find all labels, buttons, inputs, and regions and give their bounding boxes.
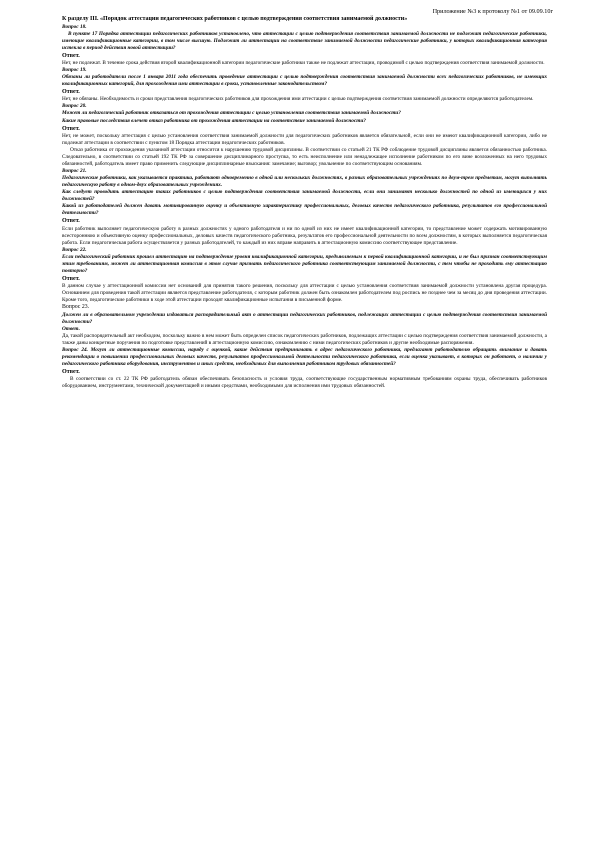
answer-label: Ответ. xyxy=(62,125,80,132)
question-label: Вопрос 24. xyxy=(62,347,88,354)
answer-text: Нет, не может, поскольку аттестация с целью установления соответствия занимаемой должности для педагогических работников является обязательной, если они не имеют квалификационной категории, либо не подлежат аттестации в соответствии с пунктом 18 Порядка аттестации педагогических работников. xyxy=(62,132,547,146)
qa-block xyxy=(62,24,547,67)
answer-text: Нет, не подлежат. В течение срока действия второй квалификационной категории педагогические работники также не подлежат аттестации, проводимой с целью подтверждения соответствия занимаемой должности. xyxy=(62,59,545,66)
question-label: Вопрос 19. xyxy=(62,67,87,74)
answer-text: Нет, не обязаны. Необходимость и сроки представления педагогических работников для прохождения ими аттестации с целью подтверждения соответствия занимаемой должности определяются работодателем. xyxy=(62,96,534,103)
question-label: Вопрос 18. xyxy=(62,23,87,30)
answer-label: Ответ. xyxy=(62,218,80,225)
question-text: Обязаны ли работодатели после 1 января 2011 года обеспечить проведение аттестации с целью подтверждения соответствия занимаемой должности всех педагогических работников, не имеющих квалификационных категорий, для прохождения ими аттестации в сроки, установленные законодательством? xyxy=(62,74,547,88)
question-text: Как следует проводить аттестацию таких работников с целью подтверждения соответствия занимаемой должности, если они занимают несколько должностей по одной из имеющихся у них должностей? xyxy=(62,189,547,203)
question-label: Вопрос 22. xyxy=(62,246,87,253)
protocol-reference: Приложение №3 к протоколу №1 от 09.09.10г xyxy=(432,8,553,15)
qa-block xyxy=(62,347,547,390)
question-text: Если педагогический работник прошел аттестацию на подтверждение уровня квалификационной категории, предъявляемым к первой квалификационной категории, и не был признан соответствующим этим требованиям, может ли аттестационная комиссия в этом случае признать педагогического работника соответствующим занимаемой должности, с тем чтобы не проходить ему аттестацию повторно? xyxy=(62,253,547,274)
qa-block xyxy=(62,247,547,305)
question-text xyxy=(62,347,547,368)
answer-text: Отказ работника от прохождения указанной аттестации относится к нарушению трудовой дисциплины. В соответствии со статьей 21 ТК РФ соблюдение трудовой дисциплины является обязанностью работника. Следовательно, в соответствии со статьей 192 ТК РФ за совершение дисциплинарного проступка, то есть неисполнение или ненадлежащее исполнение работником по его вине возложенных на него трудовых обязанностей, работодатель имеет право применить следующие дисциплинарные взыскания: замечание; выговор; увольнение по соответствующим основаниям. xyxy=(62,146,547,167)
answer-label: Ответ. xyxy=(62,325,80,332)
answer-text: В данном случае у аттестационной комиссии нет оснований для принятия такого решения, поскольку для аттестации с целью установления соответствия занимаемой должности установлена другая процедура. Основанием для проведения такой аттестации является представление работодателя, с которым работник должен быть ознакомлен работодателем под роспись не позднее чем за месяц до дня проведения аттестации. Кроме того, педагогические работники в ходе этой аттестации проходят квалификационные испытания в письменной форме. xyxy=(62,283,547,304)
qa-block xyxy=(62,304,547,347)
answer-label: Ответ. xyxy=(62,52,80,59)
answer-label: Ответ. xyxy=(62,89,80,96)
question-label: Вопрос 21. xyxy=(62,168,87,174)
question-body: Могут ли аттестационные комиссии, наряду с оценкой, какие действия предпринимать в адрес педагогического работника, предлагают работодателю обращать внимание и давать рекомендации о повышении профессиональных деловых качеств, результатов профессиональной деятельности педагогического работника, если оценка указывает, в которых он работает, о наличии у педагогического работника оборудования, инструментов и иных средств, необходимых для выполнения работником трудовых обязанностей? xyxy=(62,347,547,368)
question-text: В пункте 17 Порядка аттестации педагогических работников установлено, что аттестации с целью подтверждения соответствия занимаемой должности не подлежат педагогические работники, имеющие квалификационные категории, в том числе высшую. Подлежат ли аттестации на соответствие занимаемой должности педагогические работники, у которых квалификационная категория истекла в период действия новой аттестации? xyxy=(62,30,547,51)
question-label: Вопрос 23. xyxy=(62,304,90,311)
answer-text: В соответствии со ст. 22 ТК РФ работодатель обязан обеспечивать безопасность и условия труда, соответствующие государственным нормативным требованиям охраны труда, обеспечивать работников оборудованием, инструментами, технической документацией и иными средствами, необходимыми для исполнения ими трудовых обязанностей. xyxy=(62,376,547,390)
question-text: Может ли педагогический работник отказаться от прохождения аттестации с целью установления соответствия занимаемой должности? xyxy=(62,110,401,117)
question-text: Какие правовые последствия влечет отказ работника от прохождения аттестации на соответствие занимаемой должности? xyxy=(62,117,366,124)
qa-block xyxy=(62,67,547,103)
question-text: Какой из работодателей должен давать мотивированную оценку и объективную характеристику профессиональных, деловых качеств педагогического работника, результатов его профессиональной деятельности? xyxy=(62,203,547,217)
qa-block xyxy=(62,168,547,247)
section-title: К разделу III. «Порядок аттестации педагогических работников с целью подтверждения соответствия занимаемой должности» xyxy=(62,16,408,22)
answer-text: Да, такой распорядительный акт необходим, поскольку важно в нем может быть определен список педагогических работников, подлежащих аттестации с целью подтверждения соответствия занимаемой должности, а также даны конкретные поручения по подготовке представлений в аттестационную комиссию, ознакомлению с ними педагогических работников и другие необходимые распоряжения. xyxy=(62,332,547,346)
question-text: Должен ли в образовательном учреждении издаваться распорядительный акт о аттестации педагогических работников, подлежащих аттестации с целью подтверждения соответствия занимаемой должности? xyxy=(62,311,547,325)
answer-label: Ответ. xyxy=(62,369,80,376)
answer-text: Если работник выполняет педагогическую работу в разных должностях у одного работодателя и ни по одной из них не имеет квалификационной категории, то представление может содержать мотивированную всестороннюю и объективную оценку профессиональных, деловых качеств педагогического работника, результатов его профессиональной деятельности по всем должностям, в которых выполняется педагогическая работа. Если педагогическая работа осуществляется у разных работодателей, то каждый из них вправе направить в аттестационную комиссию соответствующее представление. xyxy=(62,225,547,246)
question-label: Вопрос 20. xyxy=(62,103,87,110)
qa-block xyxy=(62,103,547,168)
answer-label: Ответ. xyxy=(62,275,80,282)
question-text: Педагогические работники, как указывается практика, работают одновременно в одной или нескольких должностях, в разных образовательных учреждениях по двум-трем предметам, могут выполнять педагогическую работу в одном-двух образовательных учреждениях. xyxy=(62,175,547,189)
